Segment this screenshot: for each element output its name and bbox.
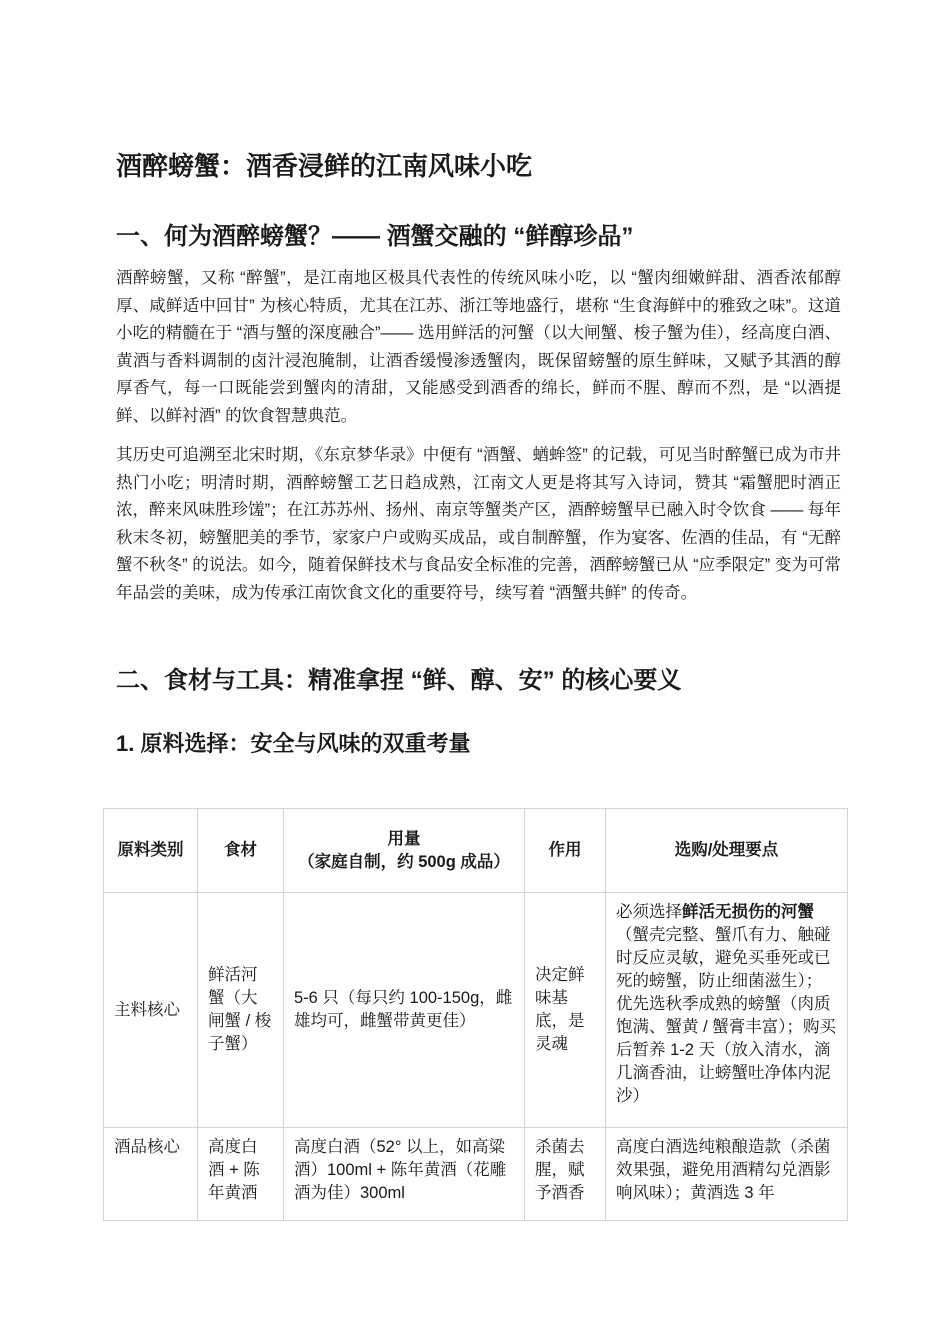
- cell-tips: [606, 893, 848, 1128]
- intro-paragraph: 酒醉螃蟹，又称 “醉蟹”，是江南地区极具代表性的传统风味小吃，以 “蟹肉细嫩鲜甜、酒香浓郁醇厚、咸鲜适中回甘” 为核心特质，尤其在江苏、浙江等地盛行，堪称 “生食海鲜中的雅致之味”。这道小吃的精髓在于 “酒与蟹的深度融合”—— 选用鲜活的河蟹（以大闸蟹、梭子蟹为佳），经高度白酒、黄酒与香料调制的卤汁浸泡腌制，让酒香缓慢渗透蟹肉，既保留螃蟹的原生鲜味，又赋予其酒的醇厚香气，每一口既能尝到蟹肉的清甜，又能感受到酒香的绵长，鲜而不腥、醇而不烈，是 “以酒提鲜、以鲜衬酒” 的饮食智慧典范。: [116, 269, 841, 425]
- header-amount-line1: 用量: [387, 829, 421, 848]
- table-header-row: [104, 809, 848, 893]
- cell-ingredient: 鲜活河蟹（大闸蟹 / 梭子蟹）: [198, 893, 284, 1128]
- cell-ingredient: 高度白酒 + 陈年黄酒: [198, 1128, 284, 1221]
- header-amount-line2: （家庭自制，约 500g 成品）: [298, 852, 510, 871]
- header-role: 作用: [525, 809, 606, 893]
- section-heading-2: 二、食材与工具：精准拿捏 “鲜、醇、安” 的核心要义: [116, 667, 682, 694]
- cell-amount: 高度白酒（52° 以上，如高粱酒）100ml + 陈年黄酒（花雕酒为佳）300ml: [284, 1128, 525, 1221]
- header-category: 原料类别: [104, 809, 198, 893]
- header-tips: 选购/处理要点: [606, 809, 848, 893]
- history-paragraph: 其历史可追溯至北宋时期，《东京梦华录》中便有 “酒蟹、蝤蛑签” 的记载，可见当时醉蟹已成为市井热门小吃；明清时期，酒醉螃蟹工艺日趋成熟，江南文人更是将其写入诗词，赞其 “霜蟹肥时酒正浓，醉来风味胜珍馐”；在江苏苏州、扬州、南京等蟹类产区，酒醉螃蟹早已融入时令饮食 —— 每年秋末冬初，螃蟹肥美的季节，家家户户或购买成品，或自制醉蟹，作为宴客、佐酒的佳品，有 “无醉蟹不秋冬” 的说法。如今，随着保鲜技术与食品安全标准的完善，酒醉螃蟹已从 “应季限定” 变为可常年品尝的美味，成为传承江南饮食文化的重要符号，续写着 “酒蟹共鲜” 的传奇。: [116, 446, 841, 602]
- cell-amount: 5-6 只（每只约 100-150g，雌雄均可，雌蟹带黄更佳）: [284, 893, 525, 1128]
- tips-prefix: 必须选择: [616, 903, 682, 921]
- table-row: [104, 1128, 848, 1221]
- cell-tips: 高度白酒选纯粮酿造款（杀菌效果强，避免用酒精勾兑酒影响风味）；黄酒选 3 年: [606, 1128, 848, 1221]
- table-row: [104, 893, 848, 1128]
- ingredients-table: [103, 808, 848, 1221]
- tips-rest: （蟹壳完整、蟹爪有力、触碰时反应灵敏，避免买垂死或已死的螃蟹，防止细菌滋生）；优先选秋季成熟的螃蟹（肉质饱满、蟹黄 / 蟹膏丰富）；购买后暂养 1-2 天（放入清水，滴几滴香油，让螃蟹吐净体内泥沙）: [616, 926, 837, 1105]
- section-heading-1: 一、何为酒醉螃蟹？—— 酒蟹交融的 “鲜醇珍品”: [116, 223, 634, 250]
- tips-emphasis: 鲜活无损伤的河蟹: [682, 903, 814, 921]
- subsection-heading-ingredients: 1. 原料选择：安全与风味的双重考量: [116, 731, 471, 756]
- page-bottom-margin: [0, 1224, 950, 1344]
- page-title: 酒醉螃蟹：酒香浸鲜的江南风味小吃: [116, 151, 533, 181]
- cell-role: 决定鲜味基底，是灵魂: [525, 893, 606, 1128]
- header-ingredient: 食材: [198, 809, 284, 893]
- cell-category: 主料核心: [104, 893, 198, 1128]
- header-amount: [284, 809, 525, 893]
- cell-role: 杀菌去腥，赋予酒香: [525, 1128, 606, 1221]
- cell-category: 酒品核心: [104, 1128, 198, 1221]
